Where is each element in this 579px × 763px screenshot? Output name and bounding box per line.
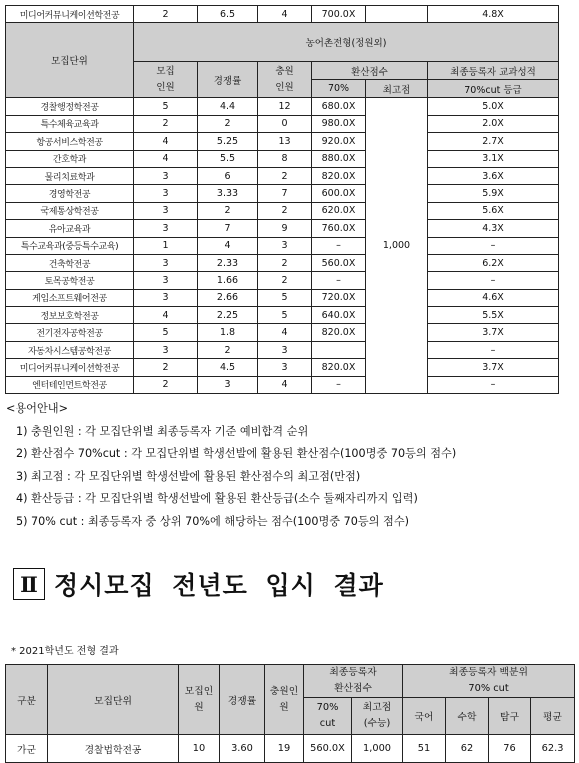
dept-cell: 경찰법학전공: [48, 735, 179, 763]
ratio-cell: 1.8: [198, 324, 258, 341]
enrolled-cell: 2: [258, 167, 312, 184]
enrolled-cell: 19: [265, 735, 304, 763]
score70-cell: 880.0X: [312, 150, 366, 167]
table-row: [6, 237, 559, 254]
note-item: 4) 환산등급 : 각 모집단위별 학생선발에 활용된 환산등급(소수 둘째자리까지 입력): [16, 492, 418, 505]
recruit-cell: 3: [134, 272, 198, 289]
header-grade-line1: 최종등록자 교과성적: [428, 62, 559, 80]
score70-cell: 720.0X: [312, 289, 366, 306]
header-max: [352, 698, 403, 735]
enrolled-cell: 5: [258, 289, 312, 306]
grade-cell: 4.3X: [428, 220, 559, 237]
header-recruit: [134, 62, 198, 98]
table-row: [6, 341, 559, 358]
score70-cell: 820.0X: [312, 167, 366, 184]
table-row: [6, 220, 559, 237]
dept-cell: 항공서비스학전공: [6, 133, 134, 150]
enrolled-cell: 9: [258, 220, 312, 237]
grade-cell: 3.7X: [428, 359, 559, 376]
ratio-cell: 3.33: [198, 185, 258, 202]
admission-results-table-rural: [5, 5, 559, 394]
section-number: Ⅱ: [13, 568, 45, 600]
recruit-cell: 5: [134, 324, 198, 341]
header-group: 농어촌전형(정원외): [134, 23, 559, 62]
grade-cell: 5.5X: [428, 307, 559, 324]
header-enrolled-line2: 인원: [275, 81, 294, 93]
max-cell: 1,000: [352, 735, 403, 763]
score70-cell: –: [312, 376, 366, 393]
table-row: [6, 359, 559, 376]
max-cell: [366, 6, 428, 23]
table-row: [6, 307, 559, 324]
header-recruit-line1: 모집인: [184, 685, 214, 697]
ratio-cell: 2: [198, 202, 258, 219]
table-row: [6, 115, 559, 132]
header-enrolled-line1: 충원: [275, 65, 294, 77]
dept-cell: 경찰행정학전공: [6, 98, 134, 115]
dept-cell: 미디어커뮤니케이션학전공: [6, 359, 134, 376]
header-max-line1: 최고점: [362, 702, 392, 713]
table-row: [6, 185, 559, 202]
table-header-row: [6, 665, 575, 698]
grade-cell: 3.7X: [428, 324, 559, 341]
header-score70: 70%: [312, 80, 366, 98]
note-item: 5) 70% cut : 최종등록자 중 상위 70%에 해당하는 점수(100명중 70등의 점수): [16, 514, 409, 528]
recruit-cell: 3: [134, 254, 198, 271]
ratio-cell: 1.66: [198, 272, 258, 289]
score70-cell: –: [312, 237, 366, 254]
recruit-cell: 4: [134, 133, 198, 150]
grade-cell: 5.0X: [428, 98, 559, 115]
section-title: 정시모집 전년도 입시 결과: [54, 571, 384, 600]
header-p70: [304, 698, 352, 735]
recruit-cell: 3: [134, 202, 198, 219]
header-converted-line2: 환산점수: [334, 683, 372, 694]
note-item: 2) 환산점수 70%cut : 각 모집단위별 학생선발에 활용된 환산점수(100명중 70등의 점수): [16, 447, 457, 460]
score70-cell: 760.0X: [312, 220, 366, 237]
header-p70-line1: 70%: [316, 702, 339, 713]
recruit-cell: 2: [134, 359, 198, 376]
recruit-cell: 3: [134, 289, 198, 306]
recruit-cell: 3: [134, 341, 198, 358]
enrolled-cell: 7: [258, 185, 312, 202]
recruit-cell: 2: [134, 376, 198, 393]
header-enrolled: [265, 665, 304, 735]
table-row: [6, 324, 559, 341]
note-item: 1) 충원인원 : 각 모집단위별 최종등록자 기준 예비합격 순위: [16, 424, 309, 438]
table-row: [6, 272, 559, 289]
admission-results-table-regular: [5, 664, 575, 763]
header-percentile-line2: 70% cut: [468, 683, 509, 694]
score70-cell: –: [312, 272, 366, 289]
dept-cell: 물리치료학과: [6, 167, 134, 184]
recruit-cell: 1: [134, 237, 198, 254]
ratio-cell: 6: [198, 167, 258, 184]
enrolled-cell: 4: [258, 324, 312, 341]
score70-cell: 820.0X: [312, 359, 366, 376]
grade-cell: 3.1X: [428, 150, 559, 167]
score70-cell: 560.0X: [312, 254, 366, 271]
table-caption: * 2021학년도 전형 결과: [11, 646, 119, 657]
header-recruit: [179, 665, 220, 735]
enrolled-cell: 4: [258, 376, 312, 393]
score70-cell: 920.0X: [312, 133, 366, 150]
dept-cell: 토목공학전공: [6, 272, 134, 289]
dept-cell: 국제통상학전공: [6, 202, 134, 219]
header-dept: 모집단위: [48, 665, 179, 735]
ratio-cell: 4.4: [198, 98, 258, 115]
header-max: 최고점: [366, 80, 428, 98]
average-cell: 62.3: [531, 735, 575, 763]
dept-cell: 정보보호학전공: [6, 307, 134, 324]
ratio-cell: 5.5: [198, 150, 258, 167]
header-percentile-line1: 최종등록자 백분위: [449, 667, 528, 678]
score70-cell: 700.0X: [312, 6, 366, 23]
p70-cell: 560.0X: [304, 735, 352, 763]
dept-cell: 전기전자공학전공: [6, 324, 134, 341]
table-row: [6, 202, 559, 219]
header-converted: 환산점수: [312, 62, 428, 80]
table-row: [6, 133, 559, 150]
grade-cell: 2.7X: [428, 133, 559, 150]
enrolled-cell: 0: [258, 115, 312, 132]
grade-cell: 5.6X: [428, 202, 559, 219]
header-enrolled-line2: 원: [279, 701, 289, 713]
score70-cell: 600.0X: [312, 185, 366, 202]
ratio-cell: 7: [198, 220, 258, 237]
recruit-cell: 4: [134, 307, 198, 324]
header-explore: 탐구: [489, 698, 531, 735]
section-heading: [13, 566, 384, 602]
ratio-cell: 2.25: [198, 307, 258, 324]
table-row: [6, 150, 559, 167]
recruit-cell: 3: [134, 167, 198, 184]
header-enrolled: [258, 62, 312, 98]
grade-cell: 5.9X: [428, 185, 559, 202]
enrolled-cell: 13: [258, 133, 312, 150]
grade-cell: 4.6X: [428, 289, 559, 306]
ratio-cell: 4: [198, 237, 258, 254]
header-recruit-line2: 인원: [156, 81, 175, 93]
score70-cell: 680.0X: [312, 98, 366, 115]
header-grade-line2: 70%cut 등급: [428, 80, 559, 98]
enrolled-cell: 2: [258, 254, 312, 271]
header-p70-line2: cut: [319, 718, 336, 729]
header-ratio: 경쟁률: [198, 62, 258, 98]
terminology-notes: [6, 398, 457, 533]
dept-cell: 미디어커뮤니케이션학전공: [6, 6, 134, 23]
grade-cell: 4.8X: [428, 6, 559, 23]
enrolled-cell: 4: [258, 6, 312, 23]
ratio-cell: 4.5: [198, 359, 258, 376]
table-row: [6, 167, 559, 184]
header-ratio: 경쟁률: [220, 665, 265, 735]
table-row: [6, 289, 559, 306]
header-korean: 국어: [403, 698, 446, 735]
ratio-cell: 2.33: [198, 254, 258, 271]
dept-cell: 엔터테인먼트학전공: [6, 376, 134, 393]
header-recruit-line1: 모집: [156, 65, 175, 77]
header-percentile: [403, 665, 575, 698]
korean-cell: 51: [403, 735, 446, 763]
score70-cell: 620.0X: [312, 202, 366, 219]
math-cell: 62: [446, 735, 489, 763]
type-cell: 가군: [6, 735, 48, 763]
ratio-cell: 3.60: [220, 735, 265, 763]
enrolled-cell: 3: [258, 341, 312, 358]
dept-cell: 간호학과: [6, 150, 134, 167]
header-math: 수학: [446, 698, 489, 735]
enrolled-cell: 3: [258, 237, 312, 254]
recruit-cell: 5: [134, 98, 198, 115]
recruit-cell: 10: [179, 735, 220, 763]
dept-cell: 유아교육과: [6, 220, 134, 237]
enrolled-cell: 8: [258, 150, 312, 167]
dept-cell: 특수체육교육과: [6, 115, 134, 132]
header-recruit-line2: 원: [194, 701, 204, 713]
ratio-cell: 3: [198, 376, 258, 393]
enrolled-cell: 3: [258, 359, 312, 376]
header-dept: 모집단위: [6, 23, 134, 98]
header-converted-line1: 최종등록자: [329, 667, 377, 678]
dept-cell: 경영학전공: [6, 185, 134, 202]
dept-cell: 자동차시스템공학전공: [6, 341, 134, 358]
score70-cell: [312, 341, 366, 358]
score70-cell: 980.0X: [312, 115, 366, 132]
recruit-cell: 3: [134, 185, 198, 202]
header-average: 평균: [531, 698, 575, 735]
header-enrolled-line1: 충원인: [269, 685, 299, 697]
recruit-cell: 3: [134, 220, 198, 237]
ratio-cell: 5.25: [198, 133, 258, 150]
table-row: [6, 735, 575, 763]
dept-cell: 게임소프트웨어전공: [6, 289, 134, 306]
score70-cell: 640.0X: [312, 307, 366, 324]
score70-cell: 820.0X: [312, 324, 366, 341]
grade-cell: –: [428, 376, 559, 393]
table-header-row: [6, 23, 559, 62]
grade-cell: –: [428, 237, 559, 254]
dept-cell: 특수교육과(중등특수교육): [6, 237, 134, 254]
header-max-line2: (수능): [363, 718, 391, 729]
recruit-cell: 2: [134, 6, 198, 23]
header-type: 구분: [6, 665, 48, 735]
max-score-cell: 1,000: [366, 98, 428, 394]
note-item: 3) 최고점 : 각 모집단위별 학생선발에 활용된 환산점수의 최고점(만점): [16, 469, 361, 483]
explore-cell: 76: [489, 735, 531, 763]
grade-cell: –: [428, 341, 559, 358]
table-row: [6, 254, 559, 271]
enrolled-cell: 2: [258, 202, 312, 219]
recruit-cell: 4: [134, 150, 198, 167]
notes-title: <용어안내>: [6, 402, 68, 415]
grade-cell: 6.2X: [428, 254, 559, 271]
grade-cell: 2.0X: [428, 115, 559, 132]
grade-cell: 3.6X: [428, 167, 559, 184]
enrolled-cell: 12: [258, 98, 312, 115]
ratio-cell: 2.66: [198, 289, 258, 306]
ratio-cell: 6.5: [198, 6, 258, 23]
enrolled-cell: 2: [258, 272, 312, 289]
header-converted: [304, 665, 403, 698]
table-row: [6, 376, 559, 393]
recruit-cell: 2: [134, 115, 198, 132]
grade-cell: –: [428, 272, 559, 289]
ratio-cell: 2: [198, 115, 258, 132]
table-row: [6, 6, 559, 23]
table-row: [6, 98, 559, 115]
enrolled-cell: 5: [258, 307, 312, 324]
table-body: [6, 98, 559, 394]
dept-cell: 건축학전공: [6, 254, 134, 271]
ratio-cell: 2: [198, 341, 258, 358]
